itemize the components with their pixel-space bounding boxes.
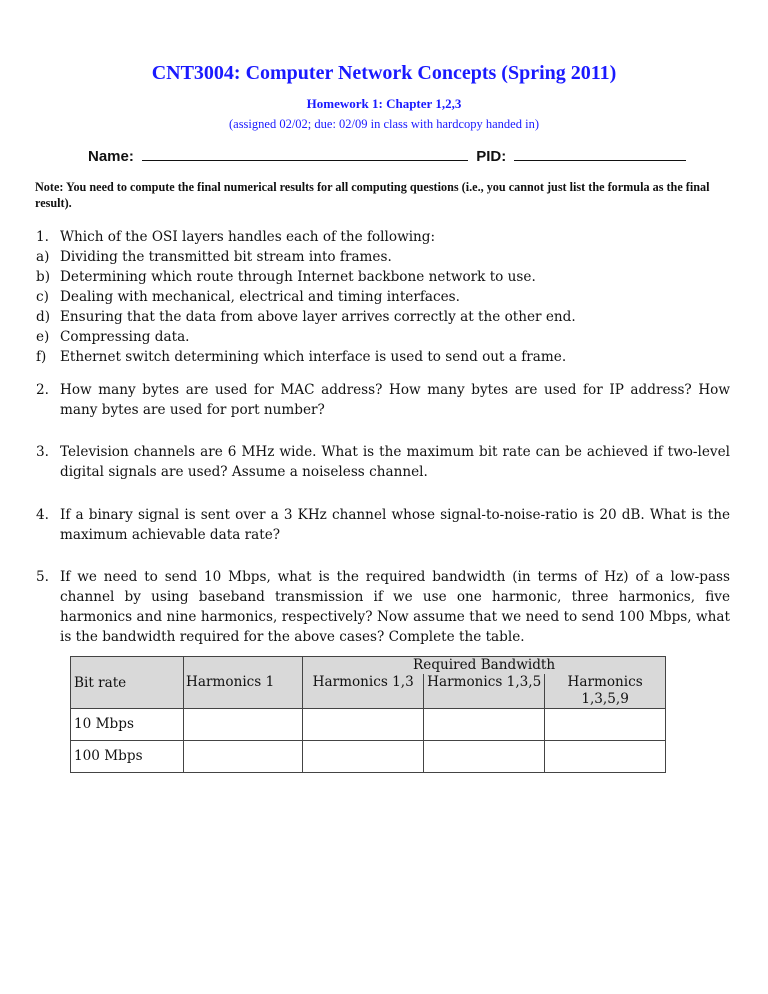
- bandwidth-table: [70, 656, 666, 773]
- table-header-row: [71, 657, 666, 709]
- question-number: 2.: [36, 382, 49, 398]
- list-item: [36, 347, 730, 367]
- question-4: [36, 505, 730, 545]
- column-label: Harmonics 1,3,5: [423, 674, 544, 708]
- header-cell-bitrate: [71, 657, 184, 709]
- group-header-label: Required Bandwidth: [413, 657, 556, 673]
- question-text: Which of the OSI layers handles each of the following:: [60, 229, 436, 245]
- question-number: 5.: [36, 569, 49, 585]
- document-title: CNT3004: Computer Network Concepts (Spring 2011): [151, 62, 617, 84]
- question-number: 4.: [36, 507, 49, 523]
- item-label: a): [36, 249, 50, 265]
- table-cell[interactable]: [424, 709, 545, 741]
- table-cell[interactable]: [303, 741, 424, 773]
- table-cell[interactable]: [545, 741, 666, 773]
- row-bitrate: 100 Mbps: [71, 741, 184, 773]
- table-row: [71, 741, 666, 773]
- item-text: Dividing the transmitted bit stream into frames.: [60, 249, 392, 265]
- list-item: [36, 327, 730, 347]
- column-label: Harmonics 1,3: [312, 674, 414, 690]
- name-pid-row: [88, 146, 690, 165]
- list-item: [36, 247, 730, 267]
- list-item: [36, 287, 730, 307]
- question-number: 3.: [36, 444, 49, 460]
- question-number: 1.: [36, 229, 49, 245]
- header-group-required-bandwidth: [303, 657, 666, 709]
- item-text: Determining which route through Internet backbone network to use.: [60, 269, 536, 285]
- table-cell[interactable]: [184, 709, 303, 741]
- question-text: If a binary signal is sent over a 3 KHz channel whose signal-to-noise-ratio is 20 dB. What is the maximum achievable data rate?: [60, 507, 730, 543]
- column-label: Harmonics 1,3,5,9: [544, 674, 665, 708]
- question-5: [36, 567, 730, 647]
- header-cell-harmonics-1: [184, 657, 303, 709]
- document-subtitle: Homework 1: Chapter 1,2,3: [306, 96, 462, 111]
- pid-blank-line: [514, 146, 686, 161]
- item-text: Ensuring that the data from above layer arrives correctly at the other end.: [60, 309, 576, 325]
- item-label: d): [36, 309, 51, 325]
- question-text: How many bytes are used for MAC address? How many bytes are used for IP address? How many bytes are used for port number?: [60, 382, 730, 418]
- assignment-dates: (assigned 02/02; due: 02/09 in class with hardcopy handed in): [228, 117, 539, 131]
- table-cell[interactable]: [545, 709, 666, 741]
- item-label: e): [36, 329, 50, 345]
- table-cell[interactable]: [424, 741, 545, 773]
- item-label: c): [36, 289, 49, 305]
- question-text: If we need to send 10 Mbps, what is the required bandwidth (in terms of Hz) of a low-pass channel by using baseband transmission if we use one harmonic, three harmonics, five harmonics and nine harmonics, respectively? Now assume that we need to send 100 Mbps, what is the bandwidth required for the above cases? Complete the table.: [60, 569, 730, 645]
- list-item: [36, 267, 730, 287]
- instructions-note: Note: You need to compute the final numerical results for all computing questions (i.e., you cannot just list the formula as the final result).: [35, 180, 710, 210]
- item-text: Compressing data.: [60, 329, 190, 345]
- question-text: Television channels are 6 MHz wide. What is the maximum bit rate can be achieved if two-level digital signals are used? Assume a noiseless channel.: [60, 444, 730, 480]
- bitrate-header-label: Bit rate: [74, 675, 127, 691]
- question-2: [36, 380, 730, 420]
- item-label: b): [36, 269, 51, 285]
- table-row: [71, 709, 666, 741]
- item-text: Dealing with mechanical, electrical and timing interfaces.: [60, 289, 460, 305]
- pid-label: PID:: [476, 148, 507, 165]
- question-1: [36, 227, 730, 367]
- name-blank-line: [142, 146, 468, 161]
- question-3: [36, 442, 730, 482]
- name-label: Name:: [88, 148, 134, 165]
- row-bitrate: 10 Mbps: [71, 709, 184, 741]
- item-text: Ethernet switch determining which interface is used to send out a frame.: [60, 349, 567, 365]
- item-label: f): [36, 349, 47, 365]
- list-item: [36, 307, 730, 327]
- table-cell[interactable]: [184, 741, 303, 773]
- table-cell[interactable]: [303, 709, 424, 741]
- column-label: Harmonics 1: [186, 674, 275, 690]
